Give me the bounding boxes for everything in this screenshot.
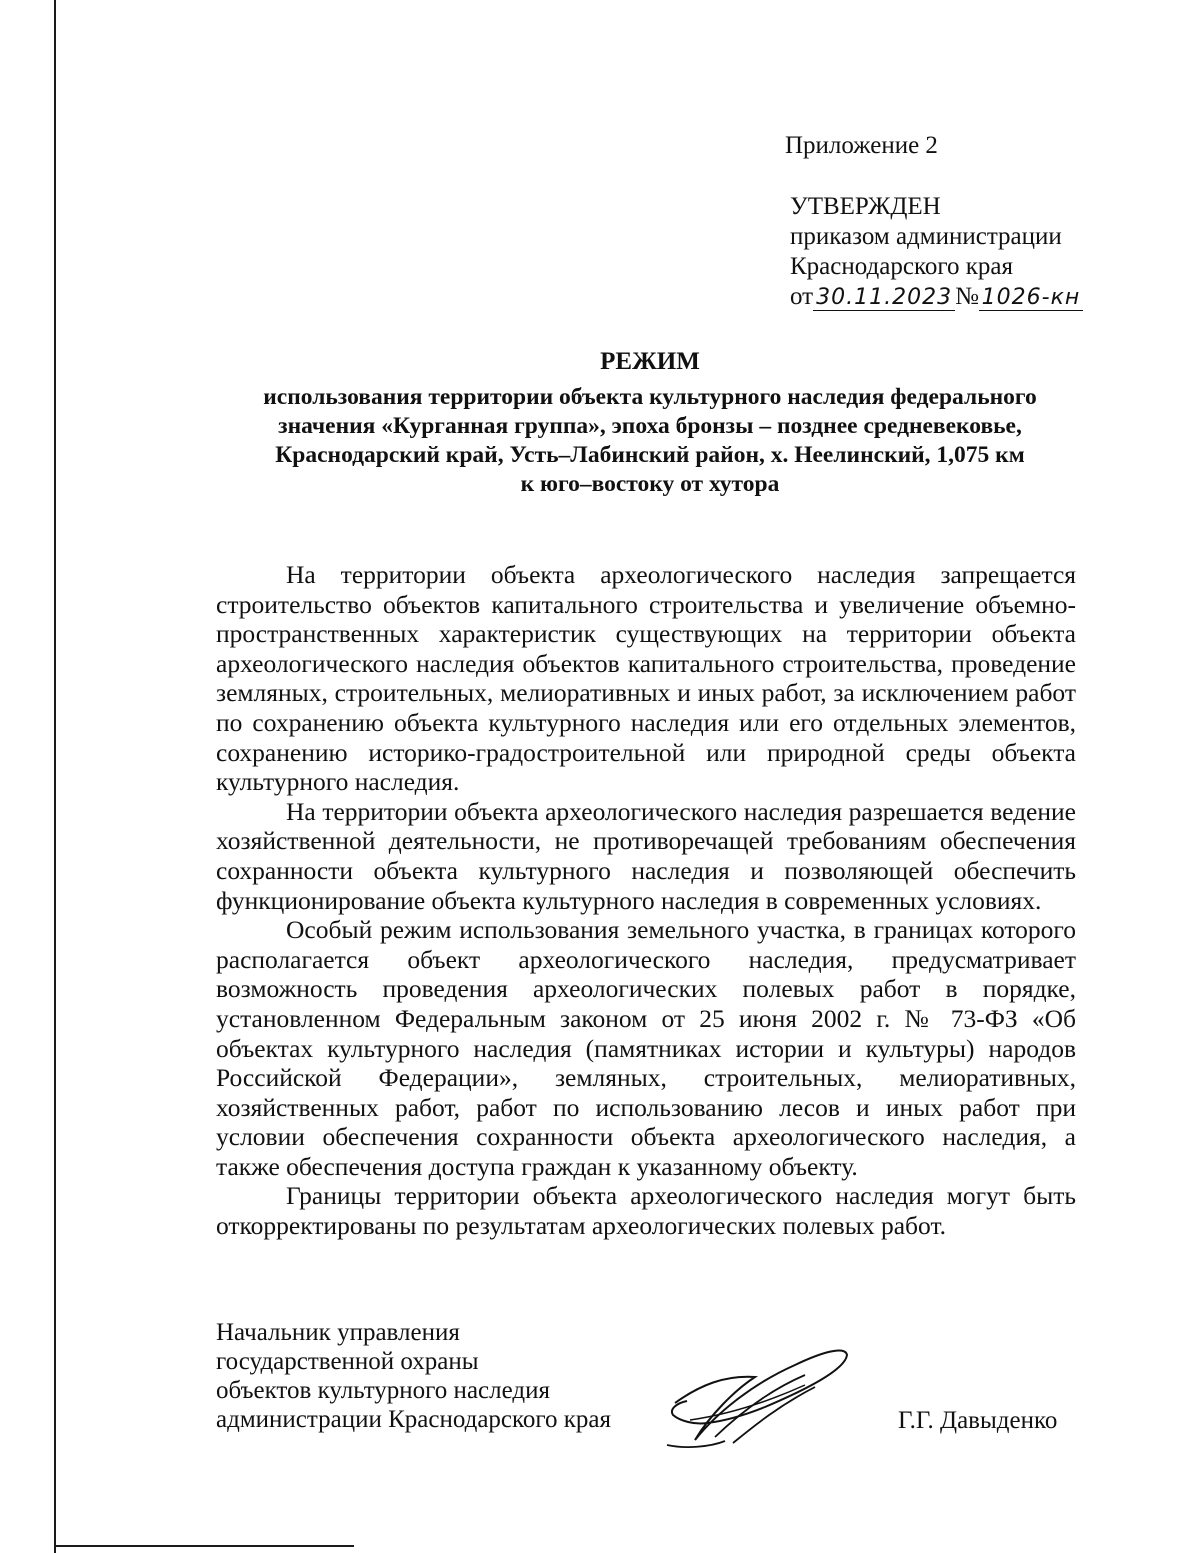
position-line-1: Начальник управления [216,1319,460,1346]
signatory-position [216,1318,611,1434]
title-subtitle [150,383,1150,499]
document-body [216,560,1076,1241]
position-line-2: государственной охраны [216,1348,479,1375]
body-paragraph-3: Особый режим использования земельного участка, в границах которого располагается объект археологического наследия, предусматривает возможность проведения археологических полевых работ в порядке, установленном Федеральным законом от 25 июня 2002 г. № 73-ФЗ «Об объектах культурного наследия (памятниках истории и культуры) народов Российской Федерации», земляных, строительных, мелиоративных, хозяйственных работ, работ по использованию лесов и иных работ при условии обеспечения сохранности объекта археологического наследия, а также обеспечения доступа граждан к указанному объекту. [216,915,1076,1181]
scan-border-bottom [54,1545,354,1547]
signer-name: Г.Г. Давыденко [898,1407,1058,1434]
date-prefix: от [790,283,814,310]
number-prefix: № [955,283,979,310]
approved-by-line-1: приказом администрации [790,223,1062,250]
title-main: РЕЖИМ [600,348,700,375]
title-sub-line-1: использования территории объекта культурного наследия федерального [263,384,1037,410]
body-paragraph-2: На территории объекта археологического наследия разрешается ведение хозяйственной деятельности, не противоречащей требованиям обеспечения сохранности объекта культурного наследия и позволяющей обеспечить функционирование объекта культурного наследия в современных условиях. [216,796,1076,915]
order-number: 1026-кн [979,286,1083,311]
body-paragraph-4: Границы территории объекта археологического наследия могут быть откорректированы по результатам археологических полевых работ. [216,1181,1076,1241]
approval-block [790,192,1083,312]
title-sub-line-4: к юго–востоку от хутора [520,471,780,497]
appendix-label: Приложение 2 [785,132,938,159]
body-paragraph-1: На территории объекта археологического наследия запрещается строительство объектов капитального строительства и увеличение объемно-пространственных характеристик существующих на территории объекта археологического наследия объектов капитального строительства, проведение земляных, строительных, мелиоративных и иных работ, за исключением работ по сохранению объекта культурного наследия или его отдельных элементов, сохранению историко-градостроительной или природной среды объекта культурного наследия. [216,560,1076,797]
order-date-number [790,282,1083,312]
position-line-3: объектов культурного наследия [216,1377,550,1404]
approved-by-line-2: Краснодарского края [790,253,1013,280]
document-title [150,347,1150,499]
approved-label: УТВЕРЖДЕН [790,193,941,220]
order-date: 30.11.2023 [813,286,955,311]
title-sub-line-3: Краснодарский край, Усть–Лабинский район, х. Неелинский, 1,075 км [275,442,1025,468]
position-line-4: администрации Краснодарского края [216,1406,612,1433]
scan-border-left [54,0,56,1553]
handwritten-signature [655,1345,855,1455]
title-sub-line-2: значения «Курганная группа», эпоха бронзы – позднее средневековье, [278,413,1022,439]
